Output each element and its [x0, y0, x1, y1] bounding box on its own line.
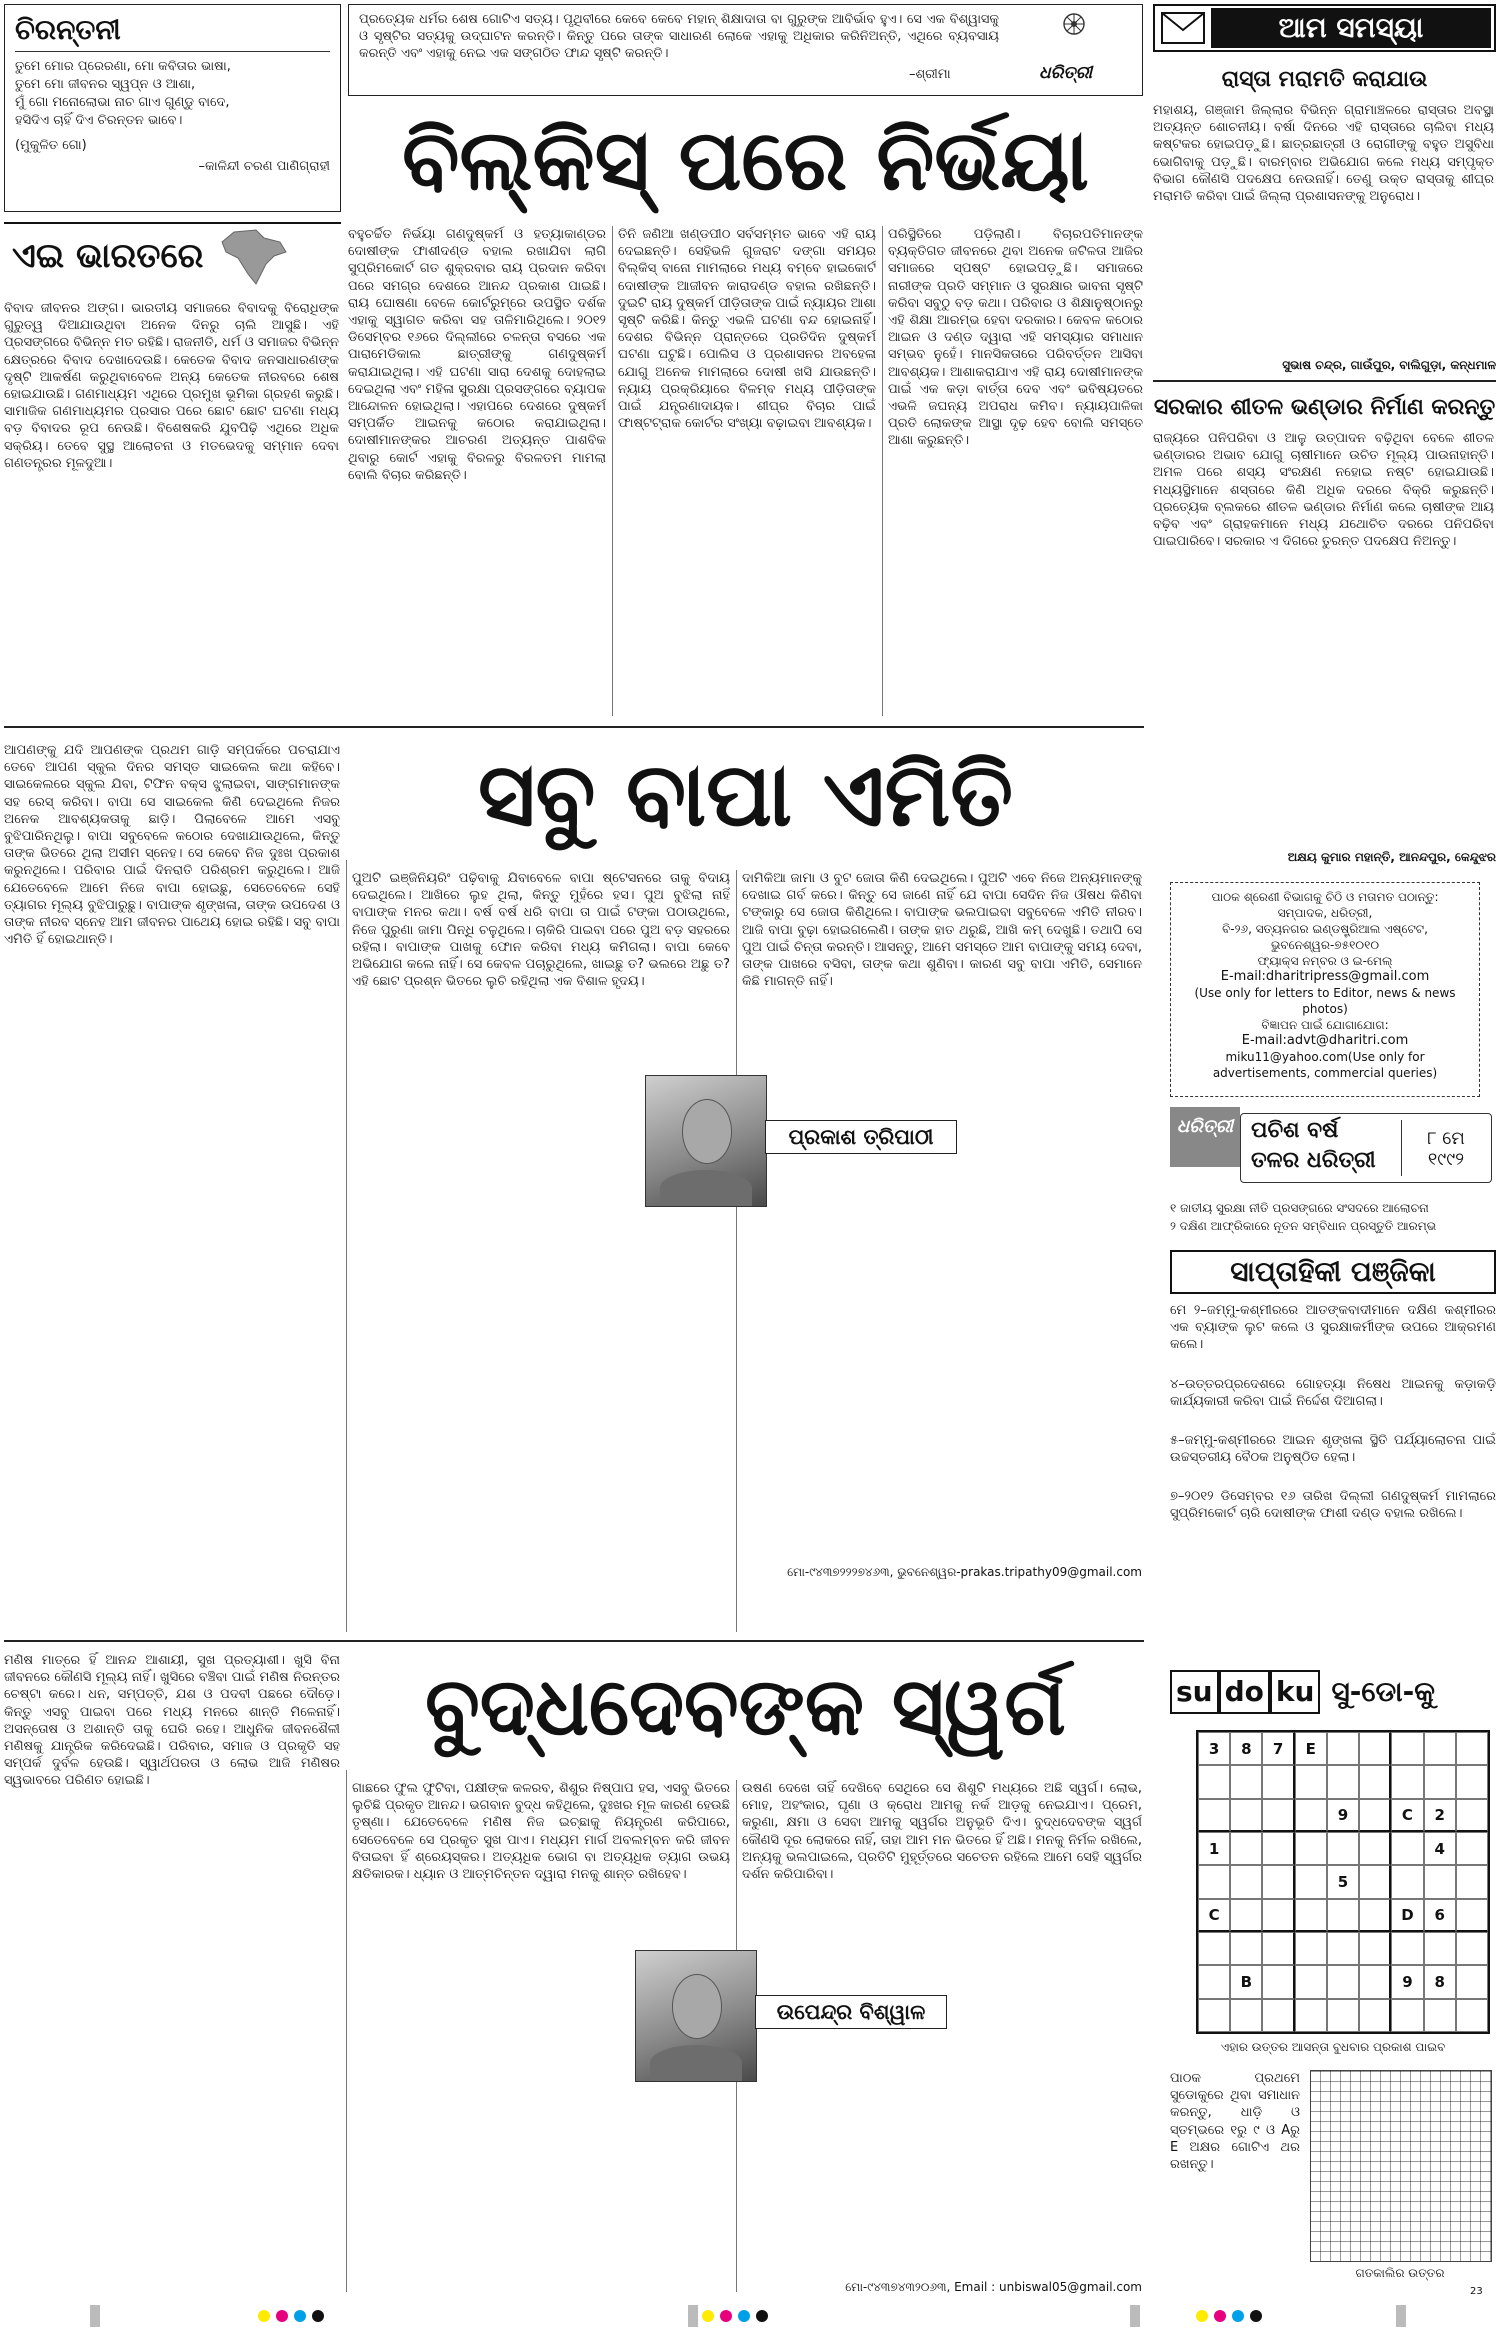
letter2-heading: ସରକାର ଶୀତଳ ଭଣ୍ଡାର ନିର୍ମାଣ କରନ୍ତୁ	[1153, 395, 1496, 420]
sudoku-title-su: su	[1170, 1670, 1219, 1714]
sudoku-cell[interactable]	[1198, 1799, 1230, 1832]
poem-title: ଚିରନ୍ତନୀ	[15, 13, 121, 46]
sudoku-cell[interactable]	[1327, 1932, 1359, 1965]
sudoku-cell[interactable]: E	[1295, 1732, 1327, 1765]
article1-col2: ତିନି ଜଣିଆ ଖଣ୍ଡପୀଠ ସର୍ବସମ୍ମତ ଭାବେ ଏହି ରାୟ ଦେଇଛନ୍ତି। ସେହିଭଳି ଗୁଜରାଟ ଦଙ୍ଗା ସମୟର ବିଲ୍‌କିସ୍ ବାନୋ ମାମଲାରେ ମଧ୍ୟ ବମ୍ବେ ହାଇକୋର୍ଟ ଦୋଷୀଙ୍କ ଆଜୀବନ କାରାଦଣ୍ଡ ବହାଲ ରଖିଛନ୍ତି। ଦୁଇଟି ରାୟ ଦୁଷ୍କର୍ମ ପୀଡ଼ିତାଙ୍କ ପାଇଁ ନ୍ୟାୟର ଆଶା ସୃଷ୍ଟି କରିଛି। କିନ୍ତୁ ଏଭଳି ଘଟଣା ବନ୍ଦ ହୋଇନାହିଁ। ଦେଶର ବିଭିନ୍ନ ପ୍ରାନ୍ତରେ ପ୍ରତିଦିନ ଦୁଷ୍କର୍ମ ଘଟଣା ଘଟୁଛି। ପୋଲିସ ଓ ପ୍ରଶାସନର ଅବହେଳା ଯୋଗୁ ଅନେକ ମାମଲାରେ ଦୋଷୀ ଖସି ଯାଉଛନ୍ତି। ନ୍ୟାୟ ପ୍ରକ୍ରିୟାରେ ବିଳମ୍ବ ମଧ୍ୟ ପୀଡ଼ିତାଙ୍କ ପାଇଁ ଯନ୍ତ୍ରଣାଦାୟକ। ଶୀଘ୍ର ବିଚାର ପାଇଁ ଫାଷ୍ଟଟ୍ରାକ କୋର୍ଟର ସଂଖ୍ୟା ବଢ଼ାଇବା ଆବଶ୍ୟକ।	[618, 227, 876, 432]
sudoku-cell[interactable]	[1424, 1932, 1456, 1965]
sudoku-cell[interactable]	[1262, 1932, 1294, 1965]
quote-logo: ଧରିତ୍ରୀ	[1039, 63, 1093, 83]
article2-col1: ଆପଣଙ୍କୁ ଯଦି ଆପଣଙ୍କ ପ୍ରଥମ ଗାଡ଼ି ସମ୍ପର୍କରେ ପଚରାଯାଏ ତେବେ ଆପଣ ସ୍କୁଲ ଦିନର ସମସ୍ତ ସାଇକେଲ କଥା କହିବେ। ସାଇକେଲରେ ସ୍କୁଲ ଯିବା, ଟିଫିନ ବକ୍ସ ଝୁଲାଇବା, ସାଙ୍ଗମାନଙ୍କ ସହ ରେସ୍ କରିବା। ବାପା ସେ ସାଇକେଲ କିଣି ଦେଇଥିଲେ ନିଜର ଅନେକ ଆବଶ୍ୟକତାକୁ ଛାଡ଼ି। ପିଲାବେଳେ ଆମେ ଏସବୁ ବୁଝିପାରିନଥିଲୁ। ବାପା ସବୁବେଳେ କଠୋର ଦେଖାଯାଉଥିଲେ, କିନ୍ତୁ ତାଙ୍କ ଭିତରେ ଥିଲା ଅସୀମ ସ୍ନେହ। ସେ କେବେ ନିଜ ଦୁଃଖ ପ୍ରକାଶ କରୁନଥିଲେ। ପରିବାର ପାଇଁ ଦିନରାତି ପରିଶ୍ରମ କରୁଥିଲେ। ଆଜି ଯେତେବେଳେ ଆମେ ନିଜେ ବାପା ହୋଇଛୁ, ସେତେବେଳେ ସେହି ତ୍ୟାଗର ମୂଲ୍ୟ ବୁଝିପାରୁଛୁ। ବାପାଙ୍କ ଶୃଙ୍ଖଳା, ତାଙ୍କ ଉପଦେଶ ଓ ତାଙ୍କ ନୀରବ ସ୍ନେହ ଆମ ଜୀବନର ପାଥେୟ ହୋଇ ରହିଛି। ସବୁ ବାପା ଏମିତି ହିଁ ହୋଇଥାନ୍ତି।	[4, 743, 340, 948]
sudoku-cell[interactable]	[1391, 1732, 1423, 1765]
article3-title: ବୁଦ୍ଧଦେବଙ୍କ ସ୍ୱର୍ଗ	[425, 1660, 1066, 1753]
sudoku-cell[interactable]	[1198, 1965, 1230, 1998]
sudoku-cell[interactable]	[1230, 1765, 1262, 1798]
sudoku-cell[interactable]	[1424, 1732, 1456, 1765]
panjika-title: ସାପ୍ତାହିକୀ ପଞ୍ଜିକା	[1170, 1250, 1496, 1294]
article3-col3: ଉଷଣ ଦେଖେ ତାହିଁ ଦେଖିବେ ସେଥିରେ ସେ ଶିଶୁଟି ମଧ୍ୟରେ ଅଛି ସ୍ୱର୍ଗ। ଲୋଭ, ମୋହ, ଅହଂକାର, ଘୃଣା ଓ କ୍ରୋଧ ଆମକୁ ନର୍କ ଆଡ଼କୁ ନେଇଯାଏ। ପ୍ରେମ, କରୁଣା, କ୍ଷମା ଓ ସେବା ଆମକୁ ସ୍ୱର୍ଗର ଅନୁଭୂତି ଦିଏ। ବୁଦ୍ଧଦେବଙ୍କ ସ୍ୱର୍ଗ କୌଣସି ଦୂର ଲୋକରେ ନାହିଁ, ତାହା ଆମ ମନ ଭିତରେ ହିଁ ଅଛି। ମନକୁ ନିର୍ମଳ ରଖିଲେ, ଅନ୍ୟକୁ ଭଲପାଇଲେ, ପ୍ରତିଟି ମୁହୂର୍ତ୍ତରେ ସଚେତନ ରହିଲେ ଆମେ ସେହି ସ୍ୱର୍ଗର ଦର୍ଶନ କରିପାରିବା।	[742, 1781, 1142, 1883]
sudoku-cell[interactable]	[1359, 1999, 1391, 2032]
poem-author: –କାଳିନ୍ଦୀ ଚରଣ ପାଣିଗ୍ରାହୀ	[198, 159, 330, 174]
sudoku-cell[interactable]	[1456, 1899, 1488, 1932]
sudoku-cell[interactable]	[1359, 1865, 1391, 1898]
author-photo	[635, 1950, 757, 2082]
sudoku-answer-grid	[1310, 2070, 1492, 2262]
sudoku-cell[interactable]: 9	[1391, 1965, 1423, 1998]
editor-email-note: (Use only for letters to Editor, news & news photos)	[1194, 986, 1456, 1016]
letter1-body: ମହାଶୟ, ଗଞ୍ଜାମ ଜିଲ୍ଲାର ବିଭିନ୍ନ ଗ୍ରାମାଞ୍ଚଳରେ ରାସ୍ତାର ଅବସ୍ଥା ଅତ୍ୟନ୍ତ ଶୋଚନୀୟ। ବର୍ଷା ଦିନରେ ଏହି ରାସ୍ତାରେ ଚାଲିବା ମଧ୍ୟ କଷ୍ଟକର ହୋଇପଡ଼ୁଛି। ଛାତ୍ରଛାତ୍ରୀ ଓ ରୋଗୀଙ୍କୁ ବହୁତ ଅସୁବିଧା ଭୋଗିବାକୁ ପଡ଼ୁଛି। ବାରମ୍ବାର ଅଭିଯୋଗ କଲେ ମଧ୍ୟ ସମ୍ପୃକ୍ତ ବିଭାଗ କୌଣସି ପଦକ୍ଷେପ ନେଉନାହିଁ। ତେଣୁ ଉକ୍ତ ରାସ୍ତାକୁ ଶୀଘ୍ର ମରାମତି କରିବା ପାଇଁ ଜିଲ୍ଲା ପ୍ରଶାସନଙ୍କୁ ଅନୁରୋଧ।	[1153, 103, 1494, 205]
panjika-item: ୫–ଜମ୍ମୁ-କଶ୍ମୀରରେ ଆଇନ ଶୃଙ୍ଖଳା ସ୍ଥିତି ପର୍ଯ୍ୟାଲୋଚନା ପାଇଁ ଉଚ୍ଚସ୍ତରୀୟ ବୈଠକ ଅନୁଷ୍ଠିତ ହେଲା।	[1170, 1433, 1496, 1466]
sudoku-cell[interactable]	[1295, 1765, 1327, 1798]
article2-col3: ଦାମିକିଆ ଜାମା ଓ ବୁଟ ଜୋତା କିଣି ଦେଇଥିଲେ। ପୁଅଟି ଏବେ ନିଜେ ଅନ୍ୟମାନଙ୍କୁ ଦେଖାଇ ଗର୍ବ କରେ। କିନ୍ତୁ ସେ ଜାଣେ ନାହିଁ ଯେ ବାପା ସେଦିନ ନିଜ ଔଷଧ କିଣିବା ଟଙ୍କାରୁ ସେ ଜୋତା କିଣିଥିଲେ। ବାପାଙ୍କ ଭଲପାଇବା ସବୁବେଳେ ଏମିତି ନୀରବ। ଆଜି ବାପା ବୁଢ଼ା ହୋଇଗଲେଣି। ତାଙ୍କ ହାତ ଥରୁଛି, ଆଖି କମ୍ ଦେଖୁଛି। ତଥାପି ସେ ପୁଅ ପାଇଁ ଚିନ୍ତା କରନ୍ତି। ଆସନ୍ତୁ, ଆମେ ସମସ୍ତେ ଆମ ବାପାଙ୍କୁ ସମୟ ଦେବା, ତାଙ୍କ ପାଖରେ ବସିବା, ତାଙ୍କ କଥା ଶୁଣିବା। କାରଣ ସବୁ ବାପା ଏମିତି, ସେମାନେ କିଛି ମାଗନ୍ତି ନାହିଁ।	[742, 871, 1142, 990]
sudoku-cell[interactable]	[1230, 1932, 1262, 1965]
sudoku-instructions: ପାଠକ ପ୍ରଥମେ ସୁଡୋକୁରେ ଥିବା ସମାଧାନ କରନ୍ତୁ, ଧାଡ଼ି ଓ ସ୍ତମ୍ଭରେ ୧ରୁ ୯ ଓ Aରୁ E ଅକ୍ଷର ଗୋଟିଏ ଥର ରଖନ୍ତୁ।	[1170, 2071, 1300, 2173]
sudoku-cell[interactable]	[1198, 1932, 1230, 1965]
sudoku-cell[interactable]	[1424, 1999, 1456, 2032]
sudoku-cell[interactable]	[1262, 1965, 1294, 1998]
poem-line: ମୁଁ ଗୋ ମନୋଲୋଭା ନାଚ ଗାଏ ଗୁଣ୍ଡୁ ବାଦେ,	[15, 95, 230, 110]
sudoku-cell[interactable]	[1230, 1899, 1262, 1932]
printer-registration-marks	[0, 2300, 1500, 2332]
sudoku-cell[interactable]	[1230, 1999, 1262, 2032]
sudoku-cell[interactable]	[1456, 1799, 1488, 1832]
sudoku-cell[interactable]	[1262, 1865, 1294, 1898]
sudoku-cell[interactable]	[1424, 1765, 1456, 1798]
sudoku-cell[interactable]	[1262, 1899, 1294, 1932]
letter2-body: ରାଜ୍ୟରେ ପନିପରିବା ଓ ଆଳୁ ଉତ୍ପାଦନ ବଢ଼ିଥିବା ବେଳେ ଶୀତଳ ଭଣ୍ଡାରର ଅଭାବ ଯୋଗୁ ଚାଷୀମାନେ ଉଚିତ ମୂଲ୍ୟ ପାଉନାହାନ୍ତି। ଅମଳ ପରେ ଶସ୍ୟ ସଂରକ୍ଷଣ ନହୋଇ ନଷ୍ଟ ହୋଇଯାଉଛି। ମଧ୍ୟସ୍ଥିମାନେ ଶସ୍ତାରେ କିଣି ଅଧିକ ଦରରେ ବିକ୍ରି କରୁଛନ୍ତି। ପ୍ରତ୍ୟେକ ବ୍ଲକରେ ଶୀତଳ ଭଣ୍ଡାର ନିର୍ମାଣ କଲେ ଚାଷୀଙ୍କ ଆୟ ବଢ଼ିବ ଏବଂ ଗ୍ରାହକମାନେ ମଧ୍ୟ ଯଥୋଚିତ ଦରରେ ପନିପରିବା ପାଇପାରିବେ। ସରକାର ଏ ଦିଗରେ ତୁରନ୍ତ ପଦକ୍ଷେପ ନିଅନ୍ତୁ।	[1153, 431, 1494, 550]
sudoku-cell[interactable]	[1327, 1899, 1359, 1932]
sudoku-title-ku: ku	[1270, 1670, 1321, 1714]
poem-line: ତୁମେ ମୋର ପ୍ରେରଣା, ମୋ କବିତାର ଭାଷା,	[15, 59, 231, 74]
pachisa-logo: ଧରିତ୍ରୀ	[1170, 1107, 1240, 1167]
article1-title: ବିଲ୍‌କିସ୍ ପରେ ନିର୍ଭୟା	[402, 111, 1089, 209]
sudoku-header	[1170, 1670, 1496, 1718]
sudoku-cell[interactable]	[1359, 1932, 1391, 1965]
poem-line: ହସିଦିଏ ଚାହିଁ ଦିଏ ଚିରନ୍ତନ ଭାବେ।	[15, 113, 183, 128]
pachisa-title2: ତଳର ଧରିତ୍ରୀ	[1251, 1148, 1376, 1173]
sudoku-cell[interactable]	[1262, 1765, 1294, 1798]
author-photo	[645, 1075, 767, 1207]
sudoku-cell[interactable]	[1327, 1765, 1359, 1798]
panjika-item: ୭–୨୦୧୨ ଡିସେମ୍ବର ୧୬ ତାରିଖ ଦିଲ୍ଲୀ ଗଣଦୁଷ୍କର୍ମ ମାମଲାରେ ସୁପ୍ରିମକୋର୍ଟ ଚାରି ଦୋଷୀଙ୍କ ଫାଶୀ ଦଣ୍ଡ ବହାଲ ରଖିଲେ।	[1170, 1489, 1496, 1522]
poem-line: ତୁମେ ମୋ ଜୀବନର ସ୍ୱପ୍ନ ଓ ଆଶା,	[15, 77, 196, 92]
sudoku-cell[interactable]: C	[1198, 1899, 1230, 1932]
sudoku-cell[interactable]	[1262, 1799, 1294, 1832]
quote-box	[348, 4, 1143, 96]
sudoku-cell[interactable]	[1359, 1799, 1391, 1832]
sudoku-cell[interactable]: 8	[1424, 1965, 1456, 1998]
sudoku-cell[interactable]	[1262, 1832, 1294, 1865]
sudoku-cell[interactable]	[1295, 1865, 1327, 1898]
pachisa-date: ୮ ମେ ୧୯୯୨	[1427, 1128, 1465, 1170]
address-line: ସମ୍ପାଦକ, ଧରିତ୍ରୀ,	[1277, 906, 1373, 920]
masthead-title: ଆମ ସମସ୍ୟା	[1211, 8, 1491, 48]
editor-email[interactable]: E-mail:dharitripress@gmail.com	[1220, 969, 1430, 984]
sudoku-cell[interactable]	[1295, 1899, 1327, 1932]
sudoku-cell[interactable]: 2	[1424, 1799, 1456, 1832]
envelope-icon	[1161, 12, 1205, 44]
sudoku-title-do: do	[1219, 1670, 1270, 1714]
sudoku-cell[interactable]	[1327, 1832, 1359, 1865]
sudoku-cell[interactable]	[1359, 1732, 1391, 1765]
address-box	[1170, 882, 1480, 1097]
article3-author: ଉପେନ୍ଦ୍ର ବିଶ୍ୱାଳ	[755, 1995, 947, 2029]
sudoku-cell[interactable]	[1295, 1932, 1327, 1965]
bharat-text: ବିବାଦ ଜୀବନର ଅଙ୍ଗ। ଭାରତୀୟ ସମାଜରେ ବିବାଦକୁ ବିରୋଧିଙ୍କ ଗୁରୁତ୍ୱ ଦିଆଯାଉଥିବା ଅନେକ ଦିନରୁ ଚାଲି ଆସୁଛି। ଏହି ପ୍ରସଙ୍ଗରେ ବିଭିନ୍ନ ମତ ରହିଛି। ରାଜନୀତି, ଧର୍ମ ଓ ସମାଜର ବିଭିନ୍ନ କ୍ଷେତ୍ରରେ ବିବାଦ ଦେଖାଦେଉଛି। କେତେକ ବିବାଦ ଜନସାଧାରଣଙ୍କ ଦୃଷ୍ଟି ଆକର୍ଷଣ କରୁଥିବାବେଳେ ଅନ୍ୟ କେତେକ ନୀରବରେ ଶେଷ ହୋଇଯାଉଛି। ଗଣମାଧ୍ୟମ ଏଥିରେ ପ୍ରମୁଖ ଭୂମିକା ଗ୍ରହଣ କରୁଛି। ସାମାଜିକ ଗଣମାଧ୍ୟମର ପ୍ରସାର ପରେ ଛୋଟ ଛୋଟ ଘଟଣା ମଧ୍ୟ ବଡ଼ ବିବାଦର ରୂପ ନେଉଛି। ବିଶେଷକରି ଯୁବପିଢ଼ି ଏଥିରେ ଅଧିକ ସକ୍ରିୟ। ତେବେ ସୁସ୍ଥ ଆଲୋଚନା ଓ ମତଭେଦକୁ ସମ୍ମାନ ଦେବା ଗଣତନ୍ତ୍ରର ମୂଳଦୁଆ।	[4, 301, 339, 471]
article1-col3: ପରିସ୍ଥିତିରେ ପଡ଼ିଲାଣି। ବିଚାରପତିମାନଙ୍କ ବ୍ୟକ୍ତିଗତ ଜୀବନରେ ଥିବା ଅନେକ ଜଟିଳତା ଆଜିର ସମାଜରେ ସ୍ପଷ୍ଟ ହୋଇପଡ଼ୁଛି। ସମାଜରେ ନାରୀଙ୍କ ପ୍ରତି ସମ୍ମାନ ଓ ସୁରକ୍ଷାର ଭାବନା ସୃଷ୍ଟି କରିବା ସବୁଠୁ ବଡ଼ କଥା। ପରିବାର ଓ ଶିକ୍ଷାନୁଷ୍ଠାନରୁ ଏହି ଶିକ୍ଷା ଆରମ୍ଭ ହେବା ଦରକାର। କେବଳ କଠୋର ଆଇନ ଓ ଦଣ୍ଡ ଦ୍ୱାରା ଏହି ସମସ୍ୟାର ସମାଧାନ ସମ୍ଭବ ନୁହେଁ। ମାନସିକତାରେ ପରିବର୍ତ୍ତନ ଆସିବା ଆବଶ୍ୟକ। ଆଶାକରାଯାଏ ଏହି ରାୟ ଦୋଷୀମାନଙ୍କ ପାଇଁ ଏକ କଡ଼ା ବାର୍ତ୍ତା ଦେବ ଏବଂ ଭବିଷ୍ୟତରେ ଏଭଳି ଜଘନ୍ୟ ଅପରାଧ କମିବ। ନ୍ୟାୟପାଳିକା ପ୍ରତି ଲୋକଙ୍କ ଆସ୍ଥା ଦୃଢ଼ ହେବ ବୋଲି ସମସ୍ତେ ଆଶା କରୁଛନ୍ତି।	[888, 227, 1143, 449]
sudoku-cell[interactable]	[1295, 1999, 1327, 2032]
article1-col1: ବହୁଚର୍ଚ୍ଚିତ ନିର୍ଭୟା ଗଣଦୁଷ୍କର୍ମ ଓ ହତ୍ୟାକାଣ୍ଡର ଦୋଷୀଙ୍କ ଫାଶୀଦଣ୍ଡ ବହାଲ ରଖାଯିବା ଲାଗି ସୁପ୍ରିମକୋର୍ଟ ଗତ ଶୁକ୍ରବାର ରାୟ ପ୍ରଦାନ କରିବା ପରେ ସମଗ୍ର ଦେଶରେ ଆନନ୍ଦ ପ୍ରକାଶ ପାଇଛି। ରାୟ ଘୋଷଣା ବେଳେ କୋର୍ଟରୁମ୍‌ରେ ଉପସ୍ଥିତ ଦର୍ଶକ ଏହାକୁ ସ୍ୱାଗତ କରିବା ସହ ତାଳିମାରିଥିଲେ। ୨୦୧୨ ଡିସେମ୍ବର ୧୬ରେ ଦିଲ୍ଲୀରେ ଚଳନ୍ତା ବସରେ ଏକ ପାରାମେଡିକାଲ ଛାତ୍ରୀଙ୍କୁ ଗଣଦୁଷ୍କର୍ମ କରାଯାଇଥିଲା। ଏହି ଘଟଣା ସାରା ଦେଶକୁ ଦୋହଲାଇ ଦେଇଥିଲା ଏବଂ ମହିଳା ସୁରକ୍ଷା ପ୍ରସଙ୍ଗରେ ବ୍ୟାପକ ଆନ୍ଦୋଳନ ହୋଇଥିଲା। ଏହାପରେ ଦେଶରେ ଦୁଷ୍କର୍ମ ସମ୍ପର୍କିତ ଆଇନକୁ କଠୋର କରାଯାଇଥିଲା। ଦୋଷୀମାନଙ୍କର ଆଚରଣ ଅତ୍ୟନ୍ତ ପାଶବିକ ଥିବାରୁ କୋର୍ଟ ଏହାକୁ ବିରଳରୁ ବିରଳତମ ମାମଲା ବୋଲି ବିଚାର କରିଛନ୍ତି।	[348, 227, 606, 483]
sudoku-cell[interactable]	[1391, 1765, 1423, 1798]
sudoku-cell[interactable]: 3	[1198, 1732, 1230, 1765]
sudoku-cell[interactable]	[1359, 1832, 1391, 1865]
sudoku-cell[interactable]: 4	[1424, 1832, 1456, 1865]
pachisa-item: ୧ ଜାତୀୟ ସୁରକ୍ଷା ନୀତି ପ୍ରସଙ୍ଗରେ ସଂସଦରେ ଆଲୋଚନା	[1170, 1201, 1429, 1215]
article3-col2: ଗାଛରେ ଫୁଲ ଫୁଟିବା, ପକ୍ଷୀଙ୍କ କଳରବ, ଶିଶୁର ନିଷ୍ପାପ ହସ, ଏସବୁ ଭିତରେ ଲୁଚିଛି ପ୍ରକୃତ ଆନନ୍ଦ। ଭଗବାନ ବୁଦ୍ଧ କହିଥିଲେ, ଦୁଃଖର ମୂଳ କାରଣ ହେଉଛି ତୃଷ୍ଣା। ଯେତେବେଳେ ମଣିଷ ନିଜ ଇଚ୍ଛାକୁ ନିୟନ୍ତ୍ରଣ କରିପାରେ, ସେତେବେଳେ ସେ ପ୍ରକୃତ ସୁଖ ପାଏ। ମଧ୍ୟମ ମାର୍ଗ ଅବଲମ୍ବନ କରି ଜୀବନ ବିତାଇବା ହିଁ ଶ୍ରେୟସ୍କର। ଅତ୍ୟଧିକ ଭୋଗ ବା ଅତ୍ୟଧିକ ତ୍ୟାଗ ଉଭୟ କ୍ଷତିକାରକ। ଧ୍ୟାନ ଓ ଆତ୍ମଚିନ୍ତନ ଦ୍ୱାରା ମନକୁ ଶାନ୍ତ ରଖିହେବ।	[352, 1781, 730, 1883]
sudoku-cell[interactable]	[1391, 1832, 1423, 1865]
article2-title: ସବୁ ବାପା ଏମିତି	[477, 743, 1014, 846]
sudoku-cell[interactable]	[1359, 1965, 1391, 1998]
pachisa-item: ୨ ଦକ୍ଷିଣ ଆଫ୍ରିକାରେ ନୂତନ ସମ୍ବିଧାନ ପ୍ରସ୍ତୁତି ଆରମ୍ଭ	[1170, 1219, 1437, 1233]
address-line: ବିଜ୍ଞାପନ ପାଇଁ ଯୋଗାଯୋଗ:	[1261, 1018, 1389, 1032]
india-map-icon	[204, 228, 294, 288]
sudoku-cell[interactable]: 9	[1327, 1799, 1359, 1832]
sudoku-cell[interactable]	[1391, 1999, 1423, 2032]
sudoku-cell[interactable]	[1262, 1999, 1294, 2032]
sudoku-cell[interactable]	[1230, 1832, 1262, 1865]
letter1-heading: ରାସ୍ତା ମରାମତି କରାଯାଉ	[1221, 67, 1428, 92]
sudoku-cell[interactable]	[1295, 1832, 1327, 1865]
sudoku-cell[interactable]	[1198, 1999, 1230, 2032]
sudoku-note: ଏହାର ଉତ୍ତର ଆସନ୍ତା ବୁଧବାର ପ୍ରକାଶ ପାଇବ	[1220, 2040, 1446, 2054]
article2-col2: ପୁଅଟି ଇଞ୍ଜିନିୟରିଂ ପଢ଼ିବାକୁ ଯିବାବେଳେ ବାପା ଷ୍ଟେସନରେ ତାକୁ ବିଦାୟ ଦେଇଥିଲେ। ଆଖିରେ ଲୁହ ଥିଲା, କିନ୍ତୁ ମୁହଁରେ ହସ। ପୁଅ ବୁଝିଲା ନାହିଁ ବାପାଙ୍କ ମନର କଥା। ବର୍ଷ ବର୍ଷ ଧରି ବାପା ତା ପାଇଁ ଟଙ୍କା ପଠାଉଥିଲେ, ନିଜେ ପୁରୁଣା ଜାମା ପିନ୍ଧି ଚଳୁଥିଲେ। ଚାକିରି ପାଇବା ପରେ ପୁଅ ବଡ଼ ସହରରେ ରହିଲା। ବାପାଙ୍କ ପାଖକୁ ଫୋନ କରିବା ମଧ୍ୟ କମିଗଲା। ବାପା କେବେ ଅଭିଯୋଗ କଲେ ନାହିଁ। ସେ କେବଳ ପଚାରୁଥିଲେ, ଖାଇଛୁ ତ? ଭଲରେ ଅଛୁ ତ? ଏହି ଛୋଟ ପ୍ରଶ୍ନ ଭିତରେ ଲୁଚି ରହିଥିଲା ଏକ ବିଶାଳ ହୃଦୟ।	[352, 871, 730, 990]
sudoku-cell[interactable]	[1327, 1965, 1359, 1998]
letter1-signature: ସୁଭାଷ ଚନ୍ଦ୍ର, ଗାଉଁପୁର, ବାଲିଗୁଡ଼ା, କନ୍ଧମାଳ	[1282, 358, 1496, 372]
address-line: ବି-୨୬, ସତ୍ୟନଗର ଇଣ୍ଡଷ୍ଟ୍ରିଆଲ ଏଷ୍ଟେଟ, ଭୁବନେଶ୍ୱର-୭୫୧୦୧୦	[1222, 922, 1428, 952]
sudoku-cell[interactable]: 7	[1262, 1732, 1294, 1765]
article2-contact: ମୋ-୯୪୩୭୨୨୨୭୪୬୩, ଭୁବନେଶ୍ୱର-prakas.tripathy09@gmail.com	[787, 1565, 1142, 1579]
sudoku-cell[interactable]	[1198, 1865, 1230, 1898]
sudoku-cell[interactable]	[1456, 1832, 1488, 1865]
advt-email[interactable]: E-mail:advt@dharitri.com	[1241, 1033, 1409, 1048]
quote-author: –ଶ୍ରୀମା	[909, 67, 951, 82]
sudoku-cell[interactable]	[1230, 1865, 1262, 1898]
sudoku-title-odia: ସୁ-ଡୋ-କୁ	[1331, 1675, 1435, 1708]
sudoku-cell[interactable]	[1456, 1932, 1488, 1965]
address-intro: ପାଠକ ଶ୍ରେଣୀ ବିଭାଗକୁ ଚିଠି ଓ ମତାମତ ପଠାନ୍ତୁ:	[1211, 890, 1439, 904]
quote-text: ପ୍ରତ୍ୟେକ ଧର୍ମର ଶେଷ ଗୋଟିଏ ସତ୍ୟ। ପୃଥିବୀରେ କେବେ କେବେ ମହାନ୍ ଶିକ୍ଷାଦାତା ବା ଗୁରୁଙ୍କ ଆବିର୍ଭାବ ହୁଏ। ସେ ଏକ ବିଶ୍ୱାସକୁ ଓ ସୃଷ୍ଟିର ସତ୍ୟକୁ ଉଦ୍‌ଘାଟନ କରନ୍ତି। କିନ୍ତୁ ପରେ ତାଙ୍କ ସାଧାରଣ ଲୋକେ ଏହାକୁ ଅଧିକାର କରିନିଅନ୍ତି, ଏଥିରେ ବ୍ୟବସାୟ କରନ୍ତି ଏବଂ ଏହାକୁ ନେଇ ଏକ ସଙ୍ଗଠିତ ଫାନ୍ଦ ସୃଷ୍ଟି କରନ୍ତି।	[359, 12, 999, 62]
bharat-title: ଏଇ ଭାରତରେ	[12, 236, 204, 276]
sudoku-cell[interactable]	[1456, 1965, 1488, 1998]
sudoku-cell[interactable]	[1391, 1865, 1423, 1898]
sudoku-cell[interactable]	[1456, 1865, 1488, 1898]
bharat-header	[4, 222, 341, 294]
sudoku-cell[interactable]	[1424, 1865, 1456, 1898]
sudoku-cell[interactable]	[1327, 1732, 1359, 1765]
sudoku-cell[interactable]: 6	[1424, 1899, 1456, 1932]
pachisa-title1: ପଚିଶ ବର୍ଷ	[1251, 1118, 1339, 1143]
sudoku-grid[interactable]	[1196, 1730, 1490, 2034]
sudoku-cell[interactable]	[1456, 1765, 1488, 1798]
sudoku-cell[interactable]	[1295, 1965, 1327, 1998]
page-number: 23	[1470, 2286, 1483, 2297]
sudoku-cell[interactable]	[1359, 1899, 1391, 1932]
sudoku-cell[interactable]	[1327, 1999, 1359, 2032]
sudoku-cell[interactable]: 1	[1198, 1832, 1230, 1865]
poem-box	[4, 4, 341, 212]
sudoku-cell[interactable]	[1230, 1799, 1262, 1832]
panjika-item: ୪–ଉତ୍ତରପ୍ରଦେଶରେ ଗୋହତ୍ୟା ନିଷେଧ ଆଇନକୁ କଡ଼ାକଡ଼ି କାର୍ଯ୍ୟକାରୀ କରିବା ପାଇଁ ନିର୍ଦ୍ଦେଶ ଦିଆଗଲା।	[1170, 1377, 1496, 1410]
advt-email-2[interactable]: miku11@yahoo.com(Use only for advertisements, commercial queries)	[1212, 1050, 1438, 1080]
sudoku-cell[interactable]	[1456, 1732, 1488, 1765]
letter2-signature: ଅକ୍ଷୟ କୁମାର ମହାନ୍ତି, ଆନନ୍ଦପୁର, କେନ୍ଦୁଝର	[1287, 850, 1496, 864]
letters-masthead	[1153, 4, 1496, 52]
sudoku-cell[interactable]	[1359, 1765, 1391, 1798]
logo-wheel-icon	[1039, 13, 1109, 35]
poem-attrib-note: (ମୁକୁଳିତ ଗୋ)	[15, 138, 87, 153]
sudoku-cell[interactable]	[1295, 1799, 1327, 1832]
sudoku-cell[interactable]	[1391, 1932, 1423, 1965]
pachisa-box	[1170, 1107, 1496, 1195]
sudoku-cell[interactable]: 5	[1327, 1865, 1359, 1898]
article2-author: ପ୍ରକାଶ ତ୍ରିପାଠୀ	[765, 1120, 957, 1154]
sudoku-cell[interactable]: D	[1391, 1899, 1423, 1932]
article3-contact: ମୋ-୯୪୩୭୪୩୨୦୬୩, Email : unbiswal05@gmail.com	[845, 2280, 1142, 2294]
article3-col1: ମଣିଷ ମାତ୍ରେ ହିଁ ଆନନ୍ଦ ଆଶାୟୀ, ସୁଖ ପ୍ରତ୍ୟାଶୀ। ଖୁସି ବିନା ଜୀବନରେ କୌଣସି ମୂଲ୍ୟ ନାହିଁ। ଖୁସିରେ ବଞ୍ଚିବା ପାଇଁ ମଣିଷ ନିରନ୍ତର ଚେଷ୍ଟା କରେ। ଧନ, ସମ୍ପତ୍ତି, ଯଶ ଓ ପଦବୀ ପଛରେ ଦୌଡ଼େ। କିନ୍ତୁ ଏସବୁ ପାଇବା ପରେ ମଧ୍ୟ ମନରେ ଶାନ୍ତି ମିଳେନାହିଁ। ଅସନ୍ତୋଷ ଓ ଅଶାନ୍ତି ତାକୁ ଘେରି ରହେ। ଆଧୁନିକ ଜୀବନଶୈଳୀ ମଣିଷକୁ ଯାନ୍ତ୍ରିକ କରିଦେଇଛି। ପରିବାର, ସମାଜ ଓ ପ୍ରକୃତି ସହ ସମ୍ପର୍କ ଦୁର୍ବଳ ହେଉଛି। ସ୍ୱାର୍ଥପରତା ଓ ଲୋଭ ଆଜି ମଣିଷର ସ୍ୱଭାବରେ ପରିଣତ ହୋଇଛି।	[4, 1653, 340, 1789]
address-line: ଫ୍ୟାକ୍ସ ନମ୍ବର ଓ ଇ-ମେଲ୍	[1257, 954, 1393, 968]
sudoku-cell[interactable]: C	[1391, 1799, 1423, 1832]
sudoku-cell[interactable]	[1198, 1765, 1230, 1798]
sudoku-cell[interactable]	[1456, 1999, 1488, 2032]
sudoku-cell[interactable]: B	[1230, 1965, 1262, 1998]
sudoku-answer-label: ଗତକାଲିର ଉତ୍ତର	[1355, 2266, 1445, 2280]
panjika-item: ମେ ୨–ଜମ୍ମୁ-କଶ୍ମୀରରେ ଆତଙ୍କବାଦୀମାନେ ଦକ୍ଷିଣ କଶ୍ମୀରର ଏକ ବ୍ୟାଙ୍କ ଲୁଟ କଲେ ଓ ସୁରକ୍ଷାକର୍ମୀଙ୍କ ଉପରେ ଆକ୍ରମଣ କଲେ।	[1170, 1303, 1496, 1353]
sudoku-cell[interactable]: 8	[1230, 1732, 1262, 1765]
